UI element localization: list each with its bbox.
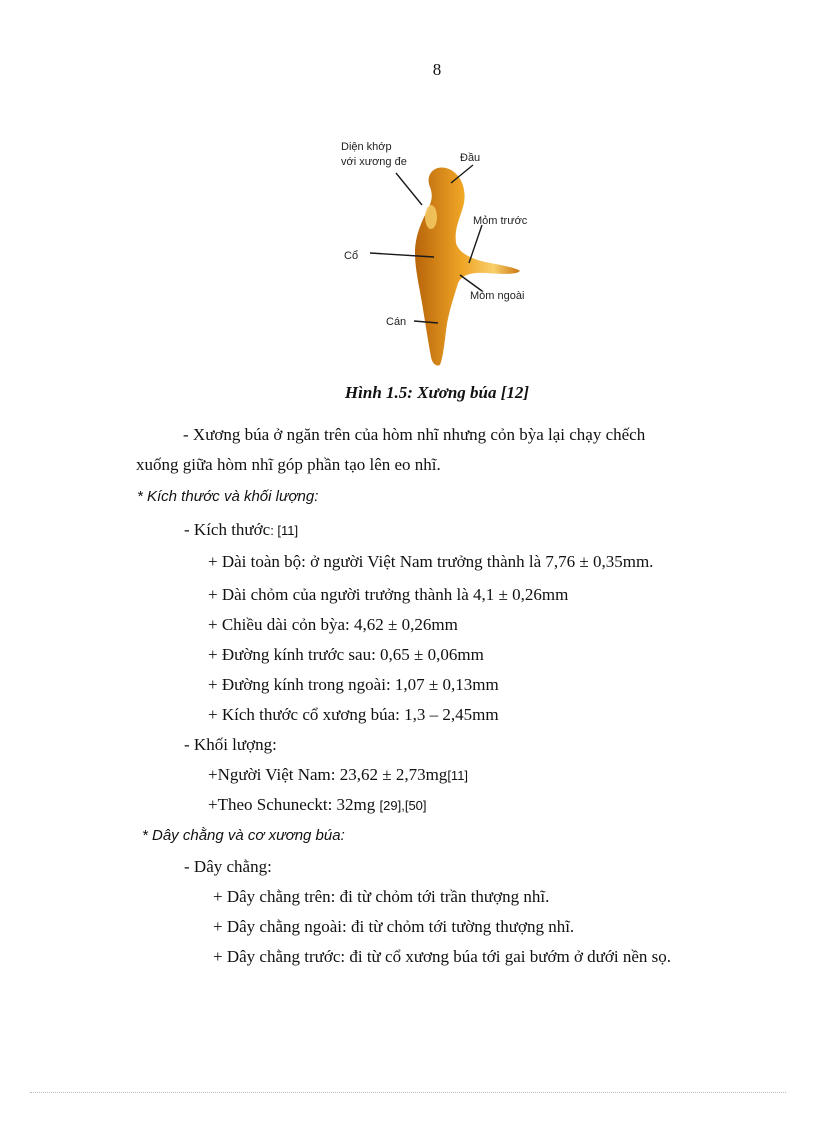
mass-item <box>208 790 427 821</box>
label-co: Cổ <box>344 250 359 262</box>
mass-item-citation: [11] <box>447 768 469 783</box>
malleus-bone <box>415 167 520 365</box>
mass-label: - Khối lượng: <box>184 735 277 754</box>
size-label: - Kích thước <box>184 520 271 539</box>
size-item: + Dài toàn bộ: ở người Việt Nam trưởng thành là 7,76 ± 0,35mm. <box>208 552 654 571</box>
page-bottom-rule <box>30 1092 786 1093</box>
size-label-line <box>184 515 298 546</box>
size-item: + Chiều dài cỏn bỳa: 4,62 ± 0,26mm <box>208 615 458 634</box>
page-number: 8 <box>432 60 442 79</box>
paragraph-line-1: - Xương búa ở ngăn trên của hòm nhĩ nhưng cỏn bỳa lại chạy chếch <box>183 425 646 444</box>
heading-ligaments: * Dây chằng và cơ xương búa: <box>142 827 345 844</box>
label-dau: Đầu <box>460 152 481 164</box>
ligament-label: - Dây chằng: <box>184 857 272 876</box>
ligament-item: + Dây chằng ngoài: đi từ chỏm tới tường thượng nhĩ. <box>213 917 575 936</box>
malleus-figure <box>330 135 570 370</box>
mass-item-citation: [29],[50] <box>379 798 427 813</box>
label-mom-ngoai: Mỏm ngoài <box>470 290 525 302</box>
heading-size-mass: * Kích thước và khối lượng: <box>137 488 319 505</box>
label-mom-truoc: Mỏm trước <box>473 215 528 227</box>
size-item: + Dài chỏm của người trưởng thành là 4,1 ± 0,26mm <box>208 585 569 604</box>
label-dien-khop: Diện khớp <box>341 141 392 153</box>
ligament-item: + Dây chằng trước: đi từ cổ xương búa tới gai bướm ở dưới nền sọ. <box>213 947 672 966</box>
label-voi-xuong-de: với xương đe <box>341 156 407 168</box>
mass-item-text: +Theo Schuneckt: 32mg <box>208 795 380 814</box>
size-item: + Đường kính trong ngoài: 1,07 ± 0,13mm <box>208 675 499 694</box>
mass-item-text: +Người Việt Nam: 23,62 ± 2,73mg <box>208 765 448 784</box>
label-can: Cán <box>386 316 407 328</box>
malleus-illustration <box>330 135 570 370</box>
size-item: + Đường kính trước sau: 0,65 ± 0,06mm <box>208 645 484 664</box>
ligament-item: + Dây chằng trên: đi từ chỏm tới trần thượng nhĩ. <box>213 887 550 906</box>
paragraph-line-2: xuống giữa hòm nhĩ góp phần tạo lên eo nhĩ. <box>136 455 441 474</box>
size-citation: : [11] <box>270 523 299 538</box>
mass-item <box>208 760 468 791</box>
figure-caption: Hình 1.5: Xương búa [12] <box>344 383 530 402</box>
size-item: + Kích thước cổ xương búa: 1,3 – 2,45mm <box>208 705 499 724</box>
